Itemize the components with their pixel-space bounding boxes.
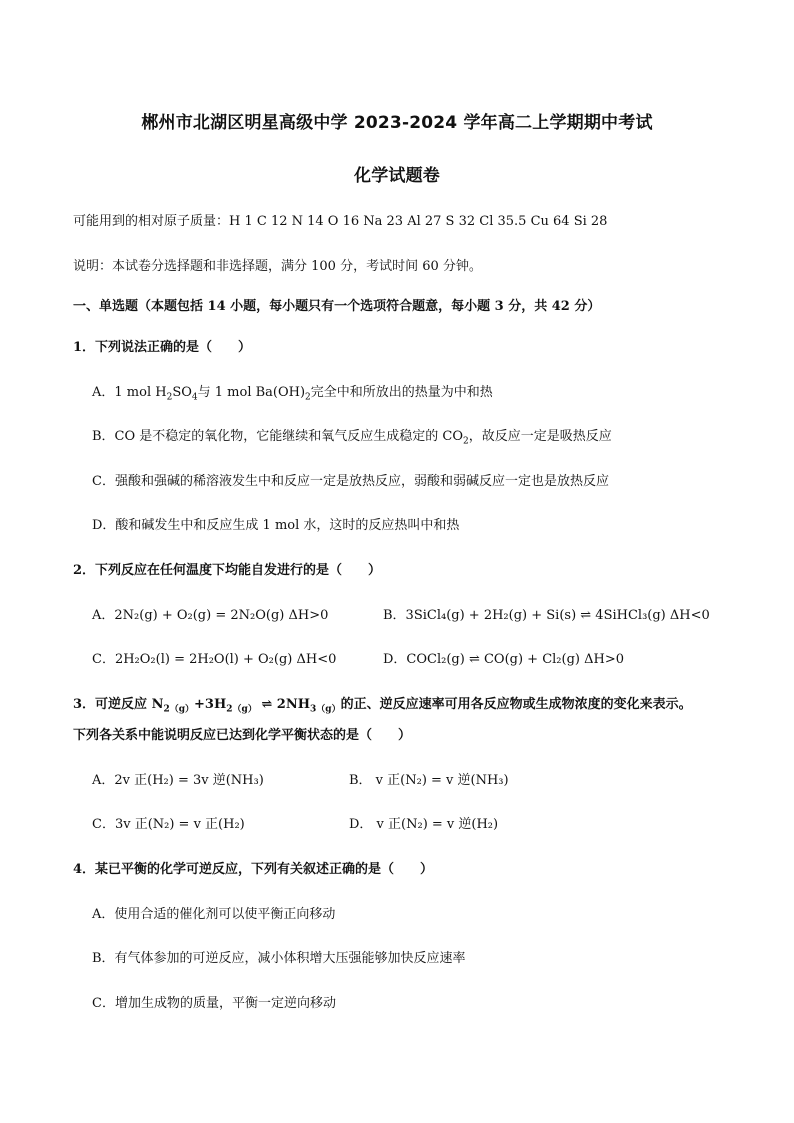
q3-option-a: A．2v 正(H₂) = 3v 逆(NH₃)	[92, 773, 264, 788]
q2-stem: 2．下列反应在任何温度下均能自发进行的是（ ）	[73, 563, 382, 578]
exam-title: 郴州市北湖区明星高级中学 2023-2024 学年高二上学期期中考试	[141, 113, 653, 133]
q2-option-d: D．COCl₂(g) ⇌ CO(g) + Cl₂(g) ΔH>0	[383, 652, 624, 667]
q3-option-b: B． v 正(N₂) = v 逆(NH₃)	[349, 773, 509, 788]
q1-option-c: C．强酸和强碱的稀溶液发生中和反应一定是放热反应，弱酸和弱碱反应一定也是放热反应	[92, 474, 609, 489]
q4-option-b: B．有气体参加的可逆反应，减小体积增大压强能够加快反应速率	[92, 951, 466, 966]
q3-option-d: D． v 正(N₂) = v 逆(H₂)	[349, 817, 499, 832]
q1-stem: 1．下列说法正确的是（ ）	[73, 340, 252, 355]
instructions: 说明：本试卷分选择题和非选择题，满分 100 分，考试时间 60 分钟。	[73, 259, 482, 274]
q3-stem-line1: 3．可逆反应 $N_{2(g)}+3H_{2(g)}$ ⇌ $2NH_{3(g)}$的正、逆反应速率可用各反应物或生成物浓度的变化来表示。	[73, 697, 692, 715]
q2-option-a: A．2N₂(g) + O₂(g) = 2N₂O(g) ΔH>0	[92, 608, 329, 623]
q1-option-a: A．1 mol $H_2SO_4$与 1 mol $Ba(OH)_2$完全中和所放出的热量为中和热	[92, 385, 493, 403]
q3-stem-line2: 下列各关系中能说明反应已达到化学平衡状态的是（ ）	[73, 728, 412, 743]
q1-option-b: B．CO 是不稳定的氧化物，它能继续和氧气反应生成稳定的 $CO_2$，故反应一定是吸热反应	[92, 429, 612, 447]
q3-option-c: C．3v 正(N₂) = v 正(H₂)	[92, 817, 245, 832]
q4-option-a: A．使用合适的催化剂可以使平衡正向移动	[92, 907, 336, 922]
exam-subtitle: 化学试题卷	[354, 166, 440, 186]
section-heading: 一、单选题（本题包括 14 小题，每小题只有一个选项符合题意，每小题 3 分，共 42 分）	[73, 299, 601, 314]
atomic-masses: 可能用到的相对原子质量：H 1 C 12 N 14 O 16 Na 23 Al 27 S 32 Cl 35.5 Cu 64 Si 28	[73, 214, 608, 229]
q2-option-c: C．2H₂O₂(l) = 2H₂O(l) + O₂(g) ΔH<0	[92, 652, 337, 667]
q4-option-c: C．增加生成物的质量，平衡一定逆向移动	[92, 996, 336, 1011]
q1-option-d: D．酸和碱发生中和反应生成 1 mol 水，这时的反应热叫中和热	[92, 518, 460, 533]
q2-option-b: B．3SiCl₄(g) + 2H₂(g) + Si(s) ⇌ 4SiHCl₃(g) ΔH<0	[383, 608, 710, 623]
q4-stem: 4．某已平衡的化学可逆反应，下列有关叙述正确的是（ ）	[73, 862, 434, 877]
